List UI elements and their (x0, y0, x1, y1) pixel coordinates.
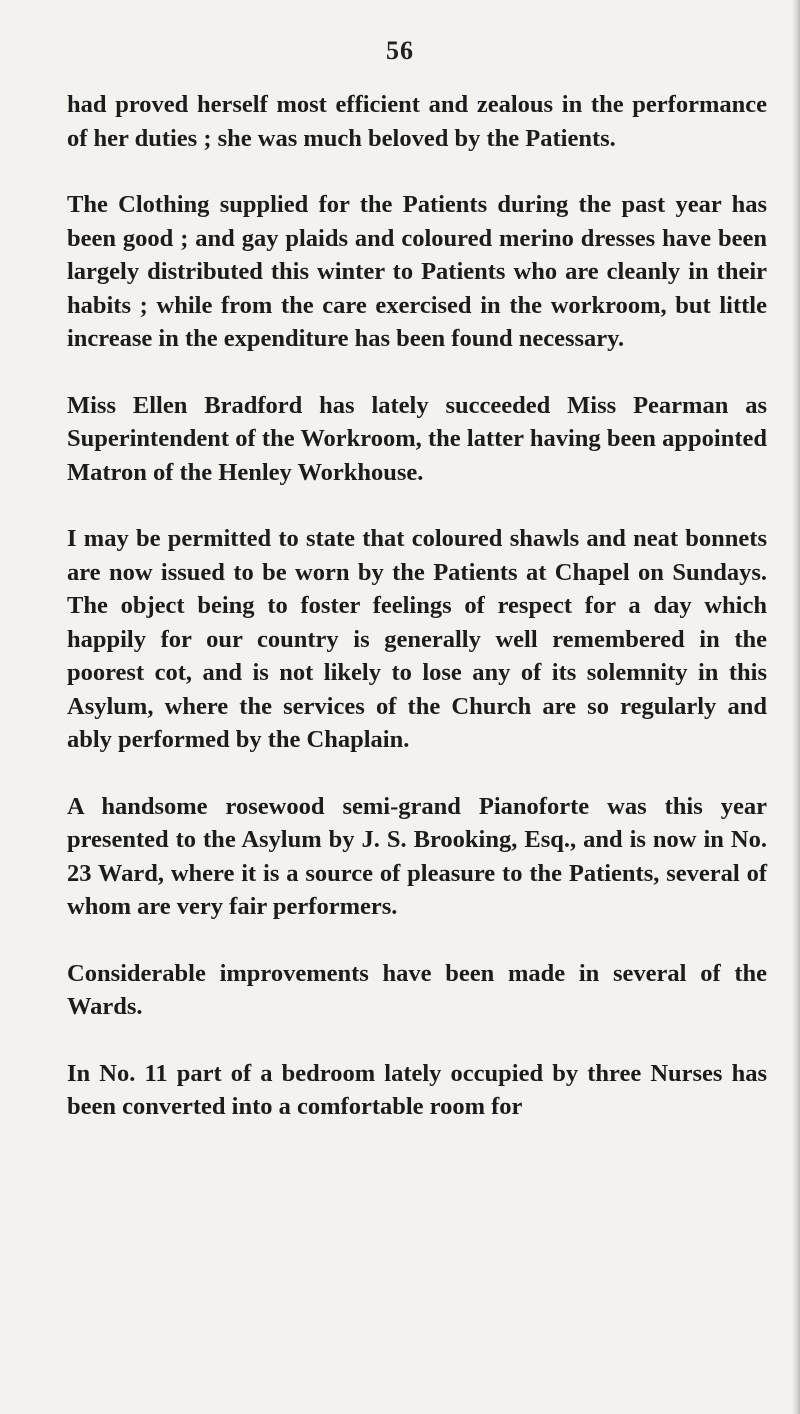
paragraph-1: had proved herself most efficient and zealous in the performance of her duties ; she was much beloved by the Patients. (67, 91, 767, 152)
paragraph-3: Miss Ellen Bradford has lately succeeded Miss Pearman as Superintendent of the Workroom, the latter having been appointed Matron of the Henley Workhouse. (67, 391, 767, 486)
paragraph-4: I may be permitted to state that coloured shawls and neat bonnets are now issued to be worn by the Patients at Chapel on Sundays. The object being to foster feelings of respect for a day which happily for our country is generally well remembered in the poorest cot, and is not likely to lose any of its solemnity in this Asylum, where the services of the Church are so regularly and ably performed by the Chaplain. (67, 525, 767, 753)
paragraph-5: A handsome rosewood semi-grand Pianoforte was this year presented to the Asylum by J. S. Brooking, Esq., and is now in No. 23 Ward, where it is a source of pleasure to the Patients, several of whom are very fair performers. (67, 792, 767, 920)
page-edge-shadow (792, 0, 800, 1414)
page-number: 56 (386, 36, 414, 65)
paragraph-7: In No. 11 part of a bedroom lately occupied by three Nurses has been converted into a comfortable room for (67, 1059, 767, 1120)
paragraph-2: The Clothing supplied for the Patients during the past year has been good ; and gay plaids and coloured merino dresses have been largely distributed this winter to Patients who are cleanly in their habits ; while from the care exercised in the workroom, but little increase in the expenditure has been found necessary. (67, 191, 767, 352)
paragraph-6: Considerable improvements have been made in several of the Wards. (67, 959, 767, 1020)
document-body (67, 88, 767, 1157)
